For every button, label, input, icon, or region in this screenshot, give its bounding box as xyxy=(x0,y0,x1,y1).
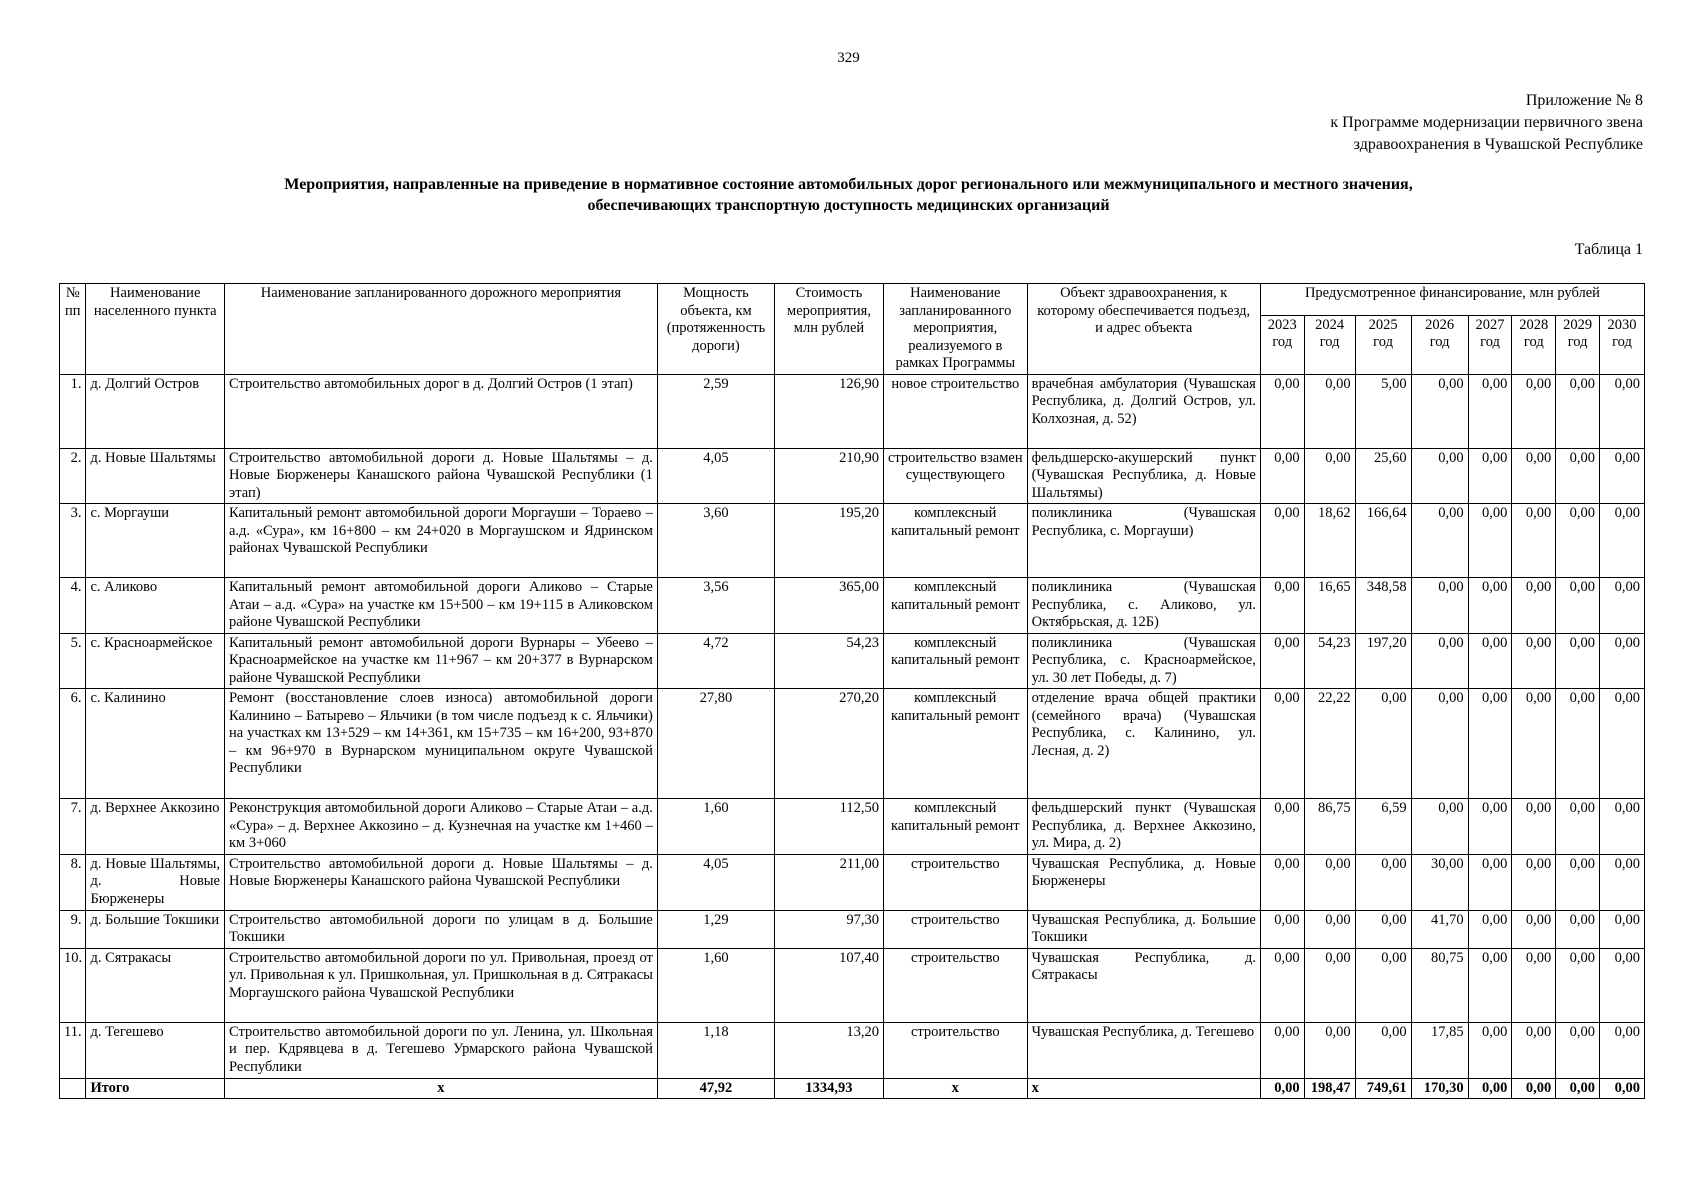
row-year-value: 0,00 xyxy=(1468,799,1512,855)
row-cost: 211,00 xyxy=(775,854,884,910)
row-year-value: 348,58 xyxy=(1355,578,1411,634)
row-year-value: 0,00 xyxy=(1556,578,1600,634)
row-settlement: с. Аликово xyxy=(86,578,225,634)
total-year: 0,00 xyxy=(1260,1078,1304,1099)
row-settlement: д. Новые Шальтямы, д. Новые Бюрженеры xyxy=(86,854,225,910)
title-line: Мероприятия, направленные на приведение в нормативное состояние автомобильных дорог регионального или межмуниципального и местного значения, xyxy=(284,176,1413,193)
row-year-value: 0,00 xyxy=(1468,374,1512,448)
row-year-value: 0,00 xyxy=(1600,854,1645,910)
row-year-value: 30,00 xyxy=(1411,854,1468,910)
total-year: 749,61 xyxy=(1355,1078,1411,1099)
row-year-value: 0,00 xyxy=(1512,633,1556,689)
row-year-value: 0,00 xyxy=(1512,374,1556,448)
table-row xyxy=(60,374,1645,448)
table-row xyxy=(60,578,1645,634)
row-year-value: 0,00 xyxy=(1556,504,1600,578)
row-facility: Чувашская Республика, д. Новые Бюрженеры xyxy=(1027,854,1260,910)
row-settlement: д. Большие Токшики xyxy=(86,910,225,948)
row-cost: 13,20 xyxy=(775,1022,884,1078)
total-row xyxy=(60,1078,1645,1099)
row-year-value: 0,00 xyxy=(1600,633,1645,689)
total-year: 0,00 xyxy=(1600,1078,1645,1099)
total-year: 0,00 xyxy=(1512,1078,1556,1099)
row-settlement: д. Сятракасы xyxy=(86,948,225,1022)
row-year-value: 0,00 xyxy=(1556,910,1600,948)
total-event: х xyxy=(224,1078,657,1099)
row-year-value: 0,00 xyxy=(1600,504,1645,578)
row-capacity: 3,56 xyxy=(657,578,774,634)
total-capacity: 47,92 xyxy=(657,1078,774,1099)
table-label: Таблица 1 xyxy=(1574,241,1643,258)
row-cost: 54,23 xyxy=(775,633,884,689)
header-settlement: Наименование населенного пункта xyxy=(86,284,225,375)
row-year-value: 0,00 xyxy=(1468,578,1512,634)
row-year-value: 0,00 xyxy=(1355,689,1411,799)
row-number: 2. xyxy=(60,448,86,504)
total-cell-no xyxy=(60,1078,86,1099)
header-event-type: Наименование запланированного мероприятия, реализуемого в рамках Программы xyxy=(883,284,1027,375)
header-year: 2028 год xyxy=(1512,315,1556,374)
row-year-value: 0,00 xyxy=(1556,633,1600,689)
row-year-value: 0,00 xyxy=(1512,799,1556,855)
row-year-value: 0,00 xyxy=(1260,689,1304,799)
header-no: № пп xyxy=(60,284,86,375)
row-year-value: 0,00 xyxy=(1260,374,1304,448)
row-capacity: 1,18 xyxy=(657,1022,774,1078)
row-type: строительство xyxy=(883,948,1027,1022)
row-capacity: 1,29 xyxy=(657,910,774,948)
row-capacity: 4,72 xyxy=(657,633,774,689)
row-number: 6. xyxy=(60,689,86,799)
row-year-value: 0,00 xyxy=(1260,578,1304,634)
row-year-value: 0,00 xyxy=(1304,948,1355,1022)
table-row xyxy=(60,854,1645,910)
row-year-value: 0,00 xyxy=(1512,1022,1556,1078)
row-facility: фельдшерско-акушерский пункт (Чувашская Республика, д. Новые Шальтямы) xyxy=(1027,448,1260,504)
row-settlement: с. Моргауши xyxy=(86,504,225,578)
row-year-value: 18,62 xyxy=(1304,504,1355,578)
row-year-value: 0,00 xyxy=(1304,1022,1355,1078)
table-row xyxy=(60,633,1645,689)
row-year-value: 0,00 xyxy=(1304,374,1355,448)
row-year-value: 0,00 xyxy=(1556,374,1600,448)
row-year-value: 0,00 xyxy=(1556,448,1600,504)
row-year-value: 0,00 xyxy=(1304,448,1355,504)
title-line: обеспечивающих транспортную доступность медицинских организаций xyxy=(587,197,1110,214)
row-year-value: 197,20 xyxy=(1355,633,1411,689)
row-cost: 365,00 xyxy=(775,578,884,634)
row-event: Реконструкция автомобильной дороги Аликово – Старые Атаи – а.д. «Сура» – д. Верхнее Аккозино – д. Кузнечная на участке км 1+460 – км 3+060 xyxy=(224,799,657,855)
row-event: Строительство автомобильных дорог в д. Долгий Остров (1 этап) xyxy=(224,374,657,448)
row-year-value: 0,00 xyxy=(1260,633,1304,689)
row-year-value: 0,00 xyxy=(1468,854,1512,910)
row-year-value: 0,00 xyxy=(1355,948,1411,1022)
row-type: строительство xyxy=(883,910,1027,948)
row-type: новое строительство xyxy=(883,374,1027,448)
row-event: Строительство автомобильной дороги по ул. Ленина, ул. Школьная и пер. Кдрявцева в д. Тегешево Урмарского района Чувашской Республики xyxy=(224,1022,657,1078)
row-year-value: 0,00 xyxy=(1304,854,1355,910)
row-year-value: 0,00 xyxy=(1468,448,1512,504)
row-year-value: 0,00 xyxy=(1260,910,1304,948)
row-event: Строительство автомобильной дороги по улицам в д. Большие Токшики xyxy=(224,910,657,948)
row-year-value: 0,00 xyxy=(1600,910,1645,948)
row-year-value: 0,00 xyxy=(1260,948,1304,1022)
row-capacity: 4,05 xyxy=(657,448,774,504)
row-settlement: д. Новые Шальтямы xyxy=(86,448,225,504)
row-number: 7. xyxy=(60,799,86,855)
row-year-value: 166,64 xyxy=(1355,504,1411,578)
row-year-value: 0,00 xyxy=(1512,504,1556,578)
row-year-value: 0,00 xyxy=(1600,948,1645,1022)
row-year-value: 0,00 xyxy=(1512,910,1556,948)
row-settlement: с. Красноармейское xyxy=(86,633,225,689)
row-year-value: 41,70 xyxy=(1411,910,1468,948)
row-year-value: 0,00 xyxy=(1556,799,1600,855)
row-year-value: 25,60 xyxy=(1355,448,1411,504)
header-year: 2026 год xyxy=(1411,315,1468,374)
header-financing: Предусмотренное финансирование, млн рублей xyxy=(1260,284,1644,316)
row-number: 11. xyxy=(60,1022,86,1078)
table-row xyxy=(60,448,1645,504)
header-cost: Стоимость мероприятия, млн рублей xyxy=(775,284,884,375)
appendix-line: Приложение № 8 xyxy=(1525,92,1643,109)
row-year-value: 0,00 xyxy=(1260,854,1304,910)
row-year-value: 0,00 xyxy=(1556,1022,1600,1078)
table-row xyxy=(60,689,1645,799)
row-facility: поликлиника (Чувашская Республика, с. Аликово, ул. Октябрьская, д. 12Б) xyxy=(1027,578,1260,634)
row-capacity: 3,60 xyxy=(657,504,774,578)
header-year: 2025 год xyxy=(1355,315,1411,374)
row-capacity: 1,60 xyxy=(657,948,774,1022)
row-facility: Чувашская Республика, д. Большие Токшики xyxy=(1027,910,1260,948)
row-year-value: 0,00 xyxy=(1355,1022,1411,1078)
table-row xyxy=(60,910,1645,948)
row-type: строительство взамен существующего xyxy=(883,448,1027,504)
row-type: комплексный капитальный ремонт xyxy=(883,578,1027,634)
row-year-value: 0,00 xyxy=(1468,1022,1512,1078)
row-year-value: 0,00 xyxy=(1411,448,1468,504)
row-year-value: 0,00 xyxy=(1468,633,1512,689)
row-year-value: 0,00 xyxy=(1411,799,1468,855)
row-year-value: 0,00 xyxy=(1512,689,1556,799)
row-type: комплексный капитальный ремонт xyxy=(883,689,1027,799)
row-event: Строительство автомобильной дороги д. Новые Шальтямы – д. Новые Бюрженеры Канашского района Чувашской Республики xyxy=(224,854,657,910)
row-year-value: 0,00 xyxy=(1411,633,1468,689)
row-year-value: 0,00 xyxy=(1411,689,1468,799)
header-year: 2023 год xyxy=(1260,315,1304,374)
row-number: 3. xyxy=(60,504,86,578)
row-number: 4. xyxy=(60,578,86,634)
row-number: 1. xyxy=(60,374,86,448)
row-cost: 210,90 xyxy=(775,448,884,504)
row-settlement: д. Верхнее Аккозино xyxy=(86,799,225,855)
row-year-value: 0,00 xyxy=(1355,910,1411,948)
row-year-value: 22,22 xyxy=(1304,689,1355,799)
row-year-value: 0,00 xyxy=(1600,448,1645,504)
header-event: Наименование запланированного дорожного мероприятия xyxy=(224,284,657,375)
total-year: 0,00 xyxy=(1468,1078,1512,1099)
header-year: 2029 год xyxy=(1556,315,1600,374)
row-cost: 97,30 xyxy=(775,910,884,948)
row-year-value: 0,00 xyxy=(1468,948,1512,1022)
total-type: х xyxy=(883,1078,1027,1099)
header-facility: Объект здравоохранения, к которому обеспечивается подъезд, и адрес объекта xyxy=(1027,284,1260,375)
header-row xyxy=(60,284,1645,316)
row-year-value: 5,00 xyxy=(1355,374,1411,448)
row-year-value: 0,00 xyxy=(1260,448,1304,504)
appendix-line: здравоохранения в Чувашской Республике xyxy=(1353,136,1643,153)
table-row xyxy=(60,504,1645,578)
row-year-value: 0,00 xyxy=(1260,504,1304,578)
table-row xyxy=(60,1022,1645,1078)
row-type: комплексный капитальный ремонт xyxy=(883,504,1027,578)
row-year-value: 0,00 xyxy=(1600,799,1645,855)
row-year-value: 0,00 xyxy=(1512,448,1556,504)
row-facility: поликлиника (Чувашская Республика, с. Моргауши) xyxy=(1027,504,1260,578)
row-year-value: 86,75 xyxy=(1304,799,1355,855)
row-number: 9. xyxy=(60,910,86,948)
header-year: 2030 год xyxy=(1600,315,1645,374)
total-facility: х xyxy=(1027,1078,1260,1099)
total-year: 170,30 xyxy=(1411,1078,1468,1099)
appendix-line: к Программе модернизации первичного звена xyxy=(1330,114,1643,131)
row-year-value: 0,00 xyxy=(1355,854,1411,910)
row-number: 8. xyxy=(60,854,86,910)
row-facility: фельдшерский пункт (Чувашская Республика, д. Верхнее Аккозино, ул. Мира, д. 2) xyxy=(1027,799,1260,855)
total-cost: 1334,93 xyxy=(775,1078,884,1099)
row-event: Капитальный ремонт автомобильной дороги Моргауши – Тораево – а.д. «Сура», км 16+800 – км 24+020 в Моргаушском и Ядринском районах Чувашской Республики xyxy=(224,504,657,578)
document-title xyxy=(140,174,1557,216)
row-year-value: 0,00 xyxy=(1556,689,1600,799)
total-year: 0,00 xyxy=(1556,1078,1600,1099)
row-capacity: 2,59 xyxy=(657,374,774,448)
header-year: 2027 год xyxy=(1468,315,1512,374)
row-capacity: 4,05 xyxy=(657,854,774,910)
row-year-value: 0,00 xyxy=(1600,1022,1645,1078)
row-year-value: 54,23 xyxy=(1304,633,1355,689)
row-cost: 195,20 xyxy=(775,504,884,578)
row-settlement: с. Калинино xyxy=(86,689,225,799)
row-type: комплексный капитальный ремонт xyxy=(883,799,1027,855)
row-year-value: 17,85 xyxy=(1411,1022,1468,1078)
row-year-value: 6,59 xyxy=(1355,799,1411,855)
row-capacity: 1,60 xyxy=(657,799,774,855)
row-type: комплексный капитальный ремонт xyxy=(883,633,1027,689)
row-settlement: д. Тегешево xyxy=(86,1022,225,1078)
row-year-value: 0,00 xyxy=(1468,689,1512,799)
row-year-value: 16,65 xyxy=(1304,578,1355,634)
row-cost: 126,90 xyxy=(775,374,884,448)
row-facility: врачебная амбулатория (Чувашская Республика, д. Долгий Остров, ул. Колхозная, д. 52) xyxy=(1027,374,1260,448)
row-facility: Чувашская Республика, д. Тегешево xyxy=(1027,1022,1260,1078)
row-year-value: 0,00 xyxy=(1260,799,1304,855)
row-year-value: 0,00 xyxy=(1556,854,1600,910)
row-settlement: д. Долгий Остров xyxy=(86,374,225,448)
row-event: Ремонт (восстановление слоев износа) автомобильной дороги Калинино – Батырево – Яльчики (в том числе подъезд к с. Яльчики) на участках км 13+529 – км 14+361, км 15+735 – км 16+200, 93+870 – км 96+970 в Вурнарском муниципальном округе Чувашской Республики xyxy=(224,689,657,799)
roads-table xyxy=(59,283,1645,1099)
row-cost: 270,20 xyxy=(775,689,884,799)
row-year-value: 0,00 xyxy=(1411,504,1468,578)
row-event: Строительство автомобильной дороги д. Новые Шальтямы – д. Новые Бюрженеры Канашского района Чувашской Республики (1 этап) xyxy=(224,448,657,504)
row-year-value: 0,00 xyxy=(1304,910,1355,948)
row-number: 10. xyxy=(60,948,86,1022)
row-year-value: 0,00 xyxy=(1600,374,1645,448)
row-facility: поликлиника (Чувашская Республика, с. Красноармейское, ул. 30 лет Победы, д. 7) xyxy=(1027,633,1260,689)
row-cost: 107,40 xyxy=(775,948,884,1022)
row-type: строительство xyxy=(883,1022,1027,1078)
row-year-value: 0,00 xyxy=(1512,948,1556,1022)
row-type: строительство xyxy=(883,854,1027,910)
row-year-value: 0,00 xyxy=(1468,910,1512,948)
row-event: Капитальный ремонт автомобильной дороги Аликово – Старые Атаи – а.д. «Сура» на участке км 15+500 – км 19+115 в Аликовском районе Чувашской Республики xyxy=(224,578,657,634)
row-year-value: 0,00 xyxy=(1600,578,1645,634)
page-number: 329 xyxy=(837,50,860,66)
total-label: Итого xyxy=(86,1078,225,1099)
row-event: Строительство автомобильной дороги по ул. Привольная, проезд от ул. Привольная к ул. Пришкольная, ул. Пришкольная в д. Сятракасы Моргаушского района Чувашской Республики xyxy=(224,948,657,1022)
row-year-value: 0,00 xyxy=(1411,374,1468,448)
row-event: Капитальный ремонт автомобильной дороги Вурнары – Убеево – Красноармейское на участке км 11+967 – км 20+377 в Вурнарском районе Чувашской Республики xyxy=(224,633,657,689)
row-year-value: 0,00 xyxy=(1512,854,1556,910)
appendix-block xyxy=(1330,90,1643,156)
table-row xyxy=(60,948,1645,1022)
row-year-value: 80,75 xyxy=(1411,948,1468,1022)
header-capacity: Мощность объекта, км (протяженность дороги) xyxy=(657,284,774,375)
row-year-value: 0,00 xyxy=(1411,578,1468,634)
row-year-value: 0,00 xyxy=(1468,504,1512,578)
row-cost: 112,50 xyxy=(775,799,884,855)
table-body xyxy=(60,374,1645,1099)
row-capacity: 27,80 xyxy=(657,689,774,799)
row-year-value: 0,00 xyxy=(1260,1022,1304,1078)
table-row xyxy=(60,799,1645,855)
row-year-value: 0,00 xyxy=(1556,948,1600,1022)
row-year-value: 0,00 xyxy=(1600,689,1645,799)
row-number: 5. xyxy=(60,633,86,689)
total-year: 198,47 xyxy=(1304,1078,1355,1099)
row-facility: отделение врача общей практики (семейного врача) (Чувашская Республика, с. Калинино, ул. Лесная, д. 2) xyxy=(1027,689,1260,799)
header-year: 2024 год xyxy=(1304,315,1355,374)
row-year-value: 0,00 xyxy=(1512,578,1556,634)
row-facility: Чувашская Республика, д. Сятракасы xyxy=(1027,948,1260,1022)
